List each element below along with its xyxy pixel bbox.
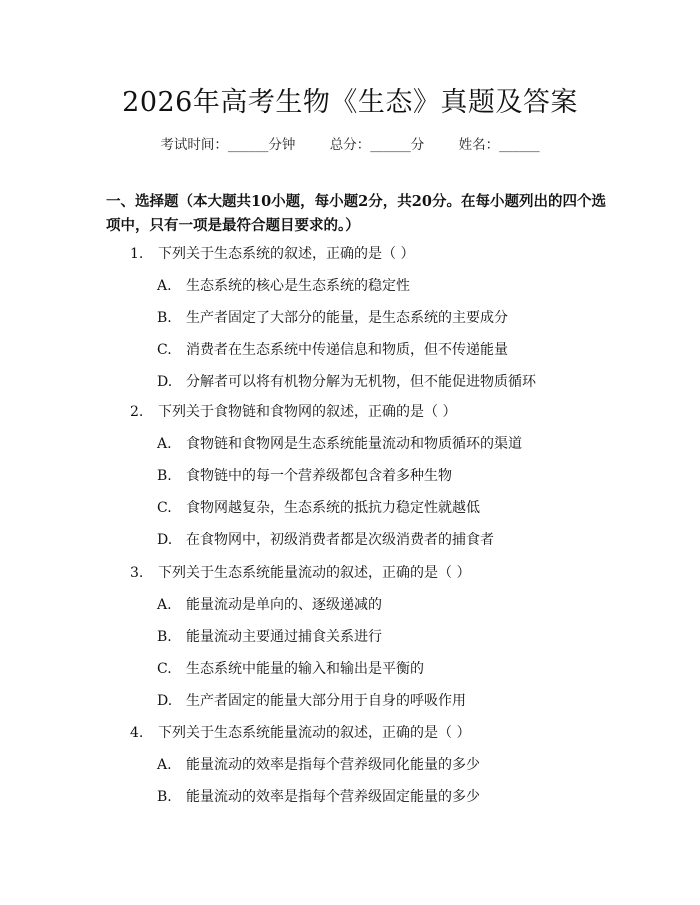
question-number: 2. bbox=[130, 404, 144, 420]
question-2-option-b bbox=[157, 467, 452, 485]
question-stem: 下列关于生态系统能量流动的叙述，正确的是（ ） bbox=[158, 565, 471, 581]
option-text: 食物网越复杂，生态系统的抵抗力稳定性就越低 bbox=[186, 500, 480, 516]
option-letter: D. bbox=[157, 532, 173, 548]
question-3-option-d bbox=[157, 692, 466, 710]
option-letter: B. bbox=[157, 629, 172, 645]
question-4-option-a bbox=[157, 756, 480, 774]
option-letter: B. bbox=[157, 310, 172, 326]
option-letter: A. bbox=[157, 597, 172, 613]
option-letter: D. bbox=[157, 693, 173, 709]
option-text: 能量流动是单向的、逐级递减的 bbox=[186, 597, 382, 613]
option-text: 食物链中的每一个营养级都包含着多种生物 bbox=[186, 468, 452, 484]
option-text: 生产者固定的能量大部分用于自身的呼吸作用 bbox=[186, 693, 466, 709]
question-stem: 下列关于生态系统能量流动的叙述，正确的是（ ） bbox=[158, 725, 471, 741]
option-letter: B. bbox=[157, 468, 172, 484]
question-2-option-a bbox=[157, 435, 522, 453]
option-letter: C. bbox=[157, 661, 172, 677]
question-number: 3. bbox=[130, 565, 144, 581]
exam-info-line bbox=[0, 133, 700, 153]
question-1-option-d bbox=[157, 373, 536, 391]
question-3-option-b bbox=[157, 628, 382, 646]
exam-title: 2026年高考生物《生态》真题及答案 bbox=[122, 87, 578, 118]
question-2 bbox=[130, 403, 456, 421]
question-2-option-d bbox=[157, 531, 494, 549]
option-letter: C. bbox=[157, 500, 172, 516]
question-1-option-b bbox=[157, 309, 508, 327]
student-name-field: 姓名：______ bbox=[458, 137, 540, 153]
option-text: 生态系统的核心是生态系统的稳定性 bbox=[186, 278, 410, 294]
option-text: 能量流动的效率是指每个营养级固定能量的多少 bbox=[186, 789, 480, 805]
question-stem: 下列关于生态系统的叙述，正确的是（ ） bbox=[158, 246, 415, 262]
question-1-option-a bbox=[157, 277, 410, 295]
question-number: 1. bbox=[130, 246, 144, 262]
option-text: 生产者固定了大部分的能量，是生态系统的主要成分 bbox=[186, 310, 508, 326]
option-text: 在食物网中，初级消费者都是次级消费者的捕食者 bbox=[186, 532, 494, 548]
option-letter: C. bbox=[157, 342, 172, 358]
question-4 bbox=[130, 724, 470, 742]
option-text: 能量流动主要通过捕食关系进行 bbox=[186, 629, 382, 645]
option-text: 能量流动的效率是指每个营养级同化能量的多少 bbox=[186, 757, 480, 773]
option-letter: A. bbox=[157, 436, 172, 452]
question-stem: 下列关于食物链和食物网的叙述，正确的是（ ） bbox=[158, 404, 457, 420]
option-text: 生态系统中能量的输入和输出是平衡的 bbox=[186, 661, 424, 677]
option-letter: A. bbox=[157, 757, 172, 773]
exam-time-field: 考试时间：______分钟 bbox=[160, 137, 296, 153]
option-text: 消费者在生态系统中传递信息和物质，但不传递能量 bbox=[186, 342, 508, 358]
option-text: 食物链和食物网是生态系统能量流动和物质循环的渠道 bbox=[186, 436, 522, 452]
question-number: 4. bbox=[130, 725, 144, 741]
option-letter: D. bbox=[157, 374, 173, 390]
total-score-field: 总分：______分 bbox=[329, 137, 425, 153]
question-3-option-c bbox=[157, 660, 424, 678]
question-1 bbox=[130, 245, 414, 263]
question-3 bbox=[130, 564, 470, 582]
question-3-option-a bbox=[157, 596, 382, 614]
option-text: 分解者可以将有机物分解为无机物，但不能促进物质循环 bbox=[186, 374, 536, 390]
question-1-option-c bbox=[157, 341, 508, 359]
option-letter: A. bbox=[157, 278, 172, 294]
section-heading-multiple-choice: 一、选择题（本大题共10小题，每小题2分，共20分。在每小题列出的四个选项中，只有一项是最符合题目要求的。） bbox=[106, 193, 606, 234]
question-4-option-b bbox=[157, 788, 480, 806]
option-letter: B. bbox=[157, 789, 172, 805]
question-2-option-c bbox=[157, 499, 480, 517]
